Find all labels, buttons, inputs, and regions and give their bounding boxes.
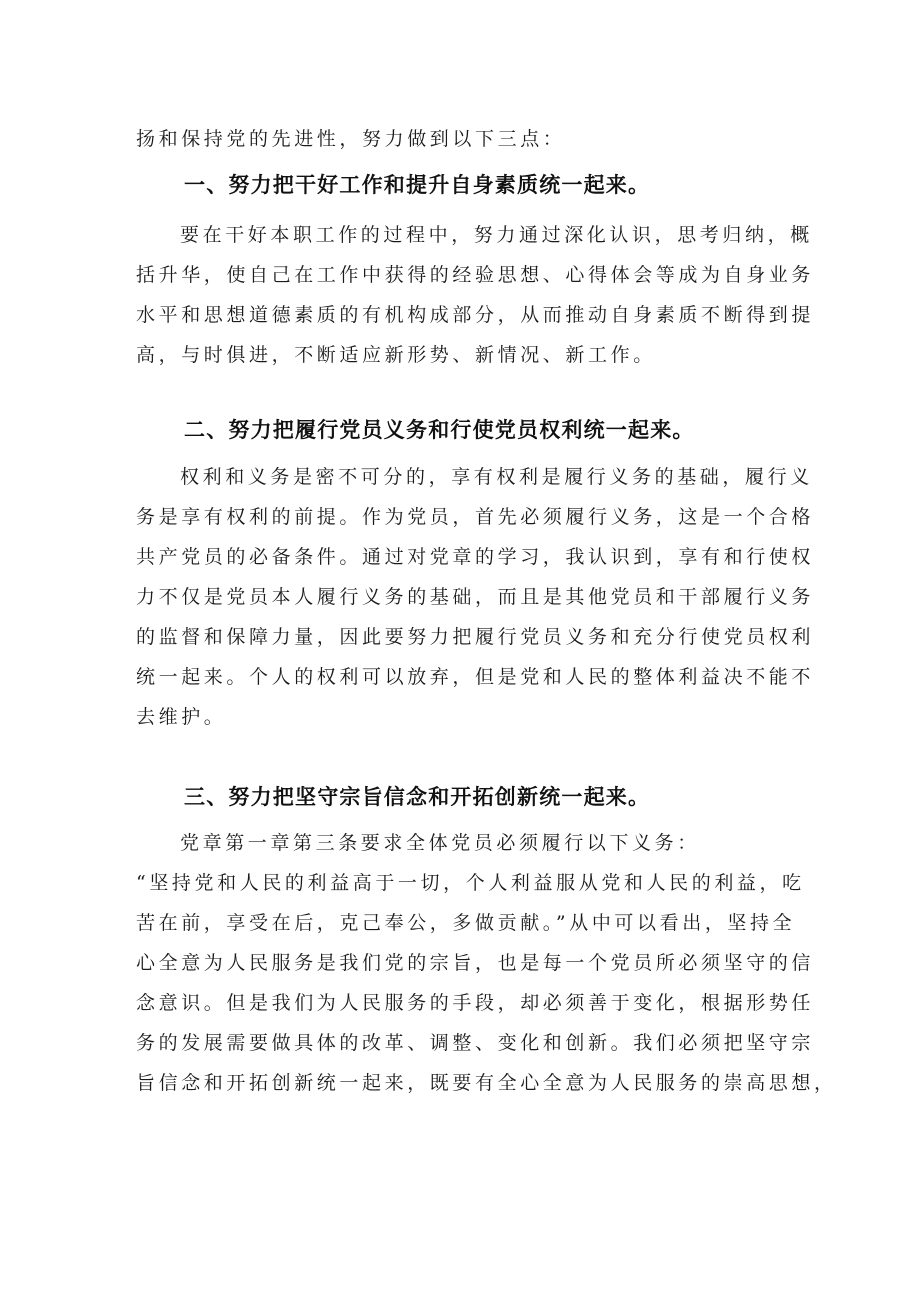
paragraph-line: 的监督和保障力量，因此要努力把履行党员义务和充分行使党员权利	[136, 626, 815, 648]
paragraph-line: “坚持党和人民的利益高于一切，个人利益服从党和人民的利益，吃	[136, 872, 805, 894]
section-heading-2	[136, 410, 796, 450]
paragraph-line: 苦在前，享受在后，克己奉公，多做贡献。”从中可以看出，坚持全	[136, 912, 796, 934]
paragraph-line: 水平和思想道德素质的有机构成部分，从而推动自身素质不断得到提	[136, 304, 815, 326]
section-heading-text: 一、努力把干好工作和提升自身素质统一起来。	[184, 173, 651, 197]
paragraph-line: 括升华，使自己在工作中获得的经验思想、心得体会等成为自身业务	[136, 264, 815, 286]
paragraph-line: 念意识。但是我们为人民服务的手段，却必须善于变化，根据形势任	[136, 992, 815, 1014]
paragraph-line: 心全意为人民服务是我们党的宗旨，也是每一个党员所必须坚守的信	[136, 952, 815, 974]
section-1-paragraph	[136, 215, 815, 375]
paragraph-line: 高，与时俱进，不断适应新形势、新情况、新工作。	[136, 344, 656, 366]
paragraph-line: 权利和义务是密不可分的，享有权利是履行义务的基础，履行义	[180, 466, 813, 488]
intro-paragraph	[136, 119, 796, 159]
section-2-paragraph	[136, 457, 815, 737]
paragraph-line: 要在干好本职工作的过程中，努力通过深化认识，思考归纳，概	[180, 224, 813, 246]
paragraph-line: 扬和保持党的先进性，努力做到以下三点：	[136, 128, 566, 150]
section-3-paragraph	[136, 823, 837, 1103]
paragraph-line: 共产党员的必备条件。通过对党章的学习，我认识到，享有和行使权	[136, 546, 815, 568]
paragraph-line: 务的发展需要做具体的改革、调整、变化和创新。我们必须把坚守宗	[136, 1032, 815, 1054]
section-heading-text: 二、努力把履行党员义务和行使党员权利统一起来。	[184, 418, 695, 442]
paragraph-line: 务是享有权利的前提。作为党员，首先必须履行义务，这是一个合格	[136, 506, 815, 528]
section-heading-1	[136, 165, 796, 205]
section-heading-text: 三、努力把坚守宗旨信念和开拓创新统一起来。	[184, 785, 651, 809]
section-heading-3	[136, 777, 796, 817]
paragraph-line: 去维护。	[136, 706, 227, 728]
paragraph-line: 旨信念和开拓创新统一起来，既要有全心全意为人民服务的崇高思想，	[136, 1072, 837, 1094]
paragraph-line: 党章第一章第三条要求全体党员必须履行以下义务：	[180, 832, 700, 854]
paragraph-line: 统一起来。个人的权利可以放弃，但是党和人民的整体利益决不能不	[136, 666, 815, 688]
paragraph-line: 力不仅是党员本人履行义务的基础，而且是其他党员和干部履行义务	[136, 586, 815, 608]
